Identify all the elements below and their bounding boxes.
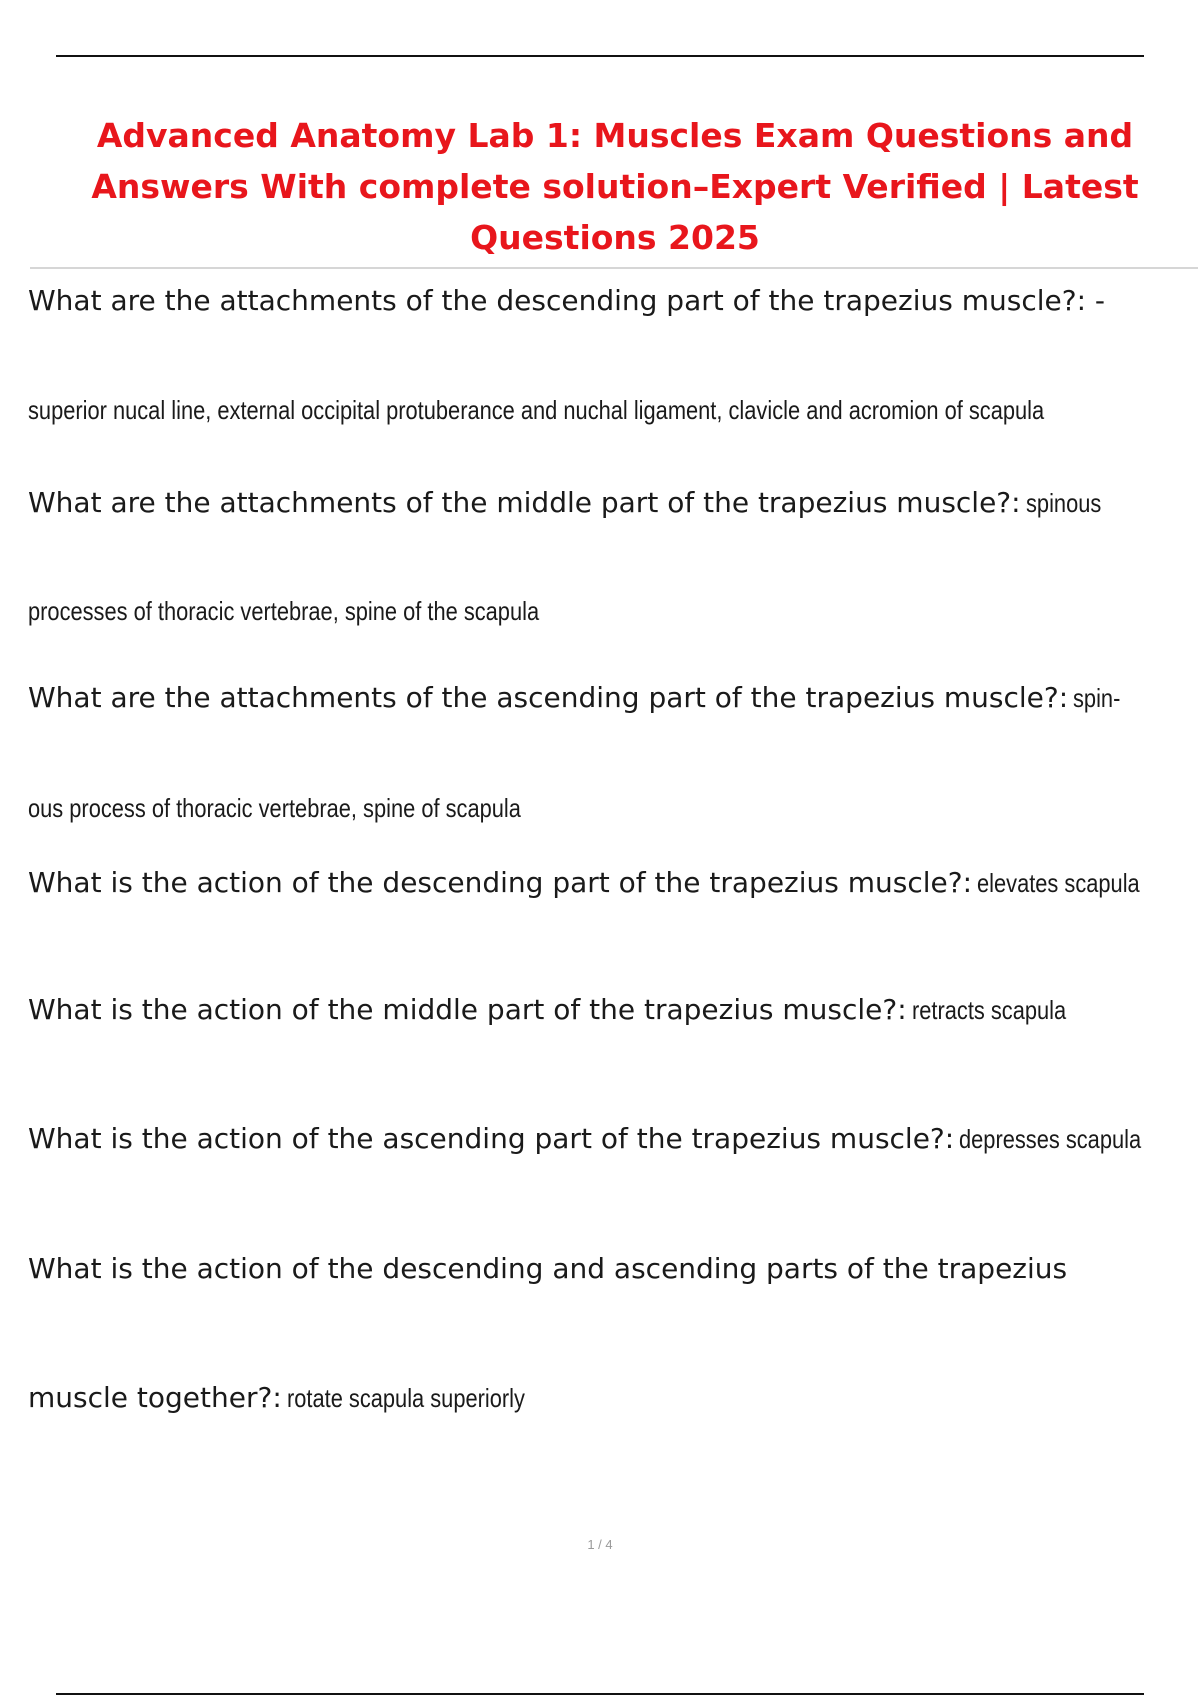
question-text: What is the action of the ascending part of the trapezius muscle?:	[28, 1122, 955, 1155]
question-text: What are the attachments of the descending part of the trapezius muscle?: -	[28, 284, 1106, 317]
answer-text: rotate scapula superiorly	[286, 1383, 525, 1413]
bottom-rule	[56, 1693, 1144, 1695]
document-title: Advanced Anatomy Lab 1: Muscles Exam Questions and Answers With complete solution–Expert Verified | Latest Questions 2025	[91, 116, 1139, 257]
answer-text: retracts scapula	[911, 995, 1066, 1025]
answer-text: superior nucal line, external occipital protuberance and nuchal ligament, clavicle and acromion of scapula	[28, 395, 1045, 425]
title-divider	[30, 267, 1198, 269]
qa-answer-3	[28, 793, 1188, 824]
qa-question-3	[28, 681, 1188, 714]
qa-question-5	[28, 993, 1188, 1026]
qa-answer-1	[28, 395, 1188, 426]
answer-text: spin-	[1073, 683, 1121, 713]
answer-text: ous process of thoracic vertebrae, spine of scapula	[28, 793, 521, 823]
answer-text: processes of thoracic vertebrae, spine of the scapula	[28, 596, 540, 626]
qa-question-7-cont	[28, 1381, 1188, 1414]
question-text: What is the action of the middle part of the trapezius muscle?:	[28, 993, 907, 1026]
qa-question-4	[28, 866, 1188, 899]
qa-answer-2	[28, 596, 1188, 627]
qa-question-6	[28, 1122, 1188, 1155]
question-text: muscle together?:	[28, 1381, 282, 1414]
question-text: What are the attachments of the middle part of the trapezius muscle?:	[28, 486, 1021, 519]
page-number: 1 / 4	[587, 1537, 613, 1552]
answer-text: spinous	[1025, 488, 1101, 518]
top-rule	[56, 55, 1144, 57]
question-text: What are the attachments of the ascending part of the trapezius muscle?:	[28, 681, 1069, 714]
qa-question-7	[28, 1252, 1188, 1285]
qa-question-1	[28, 284, 1188, 317]
answer-text: depresses scapula	[959, 1124, 1142, 1154]
question-text: What is the action of the descending part of the trapezius muscle?:	[28, 866, 973, 899]
question-text: What is the action of the descending and ascending parts of the trapezius	[28, 1252, 1068, 1285]
qa-question-2	[28, 486, 1188, 519]
answer-text: elevates scapula	[977, 868, 1140, 898]
